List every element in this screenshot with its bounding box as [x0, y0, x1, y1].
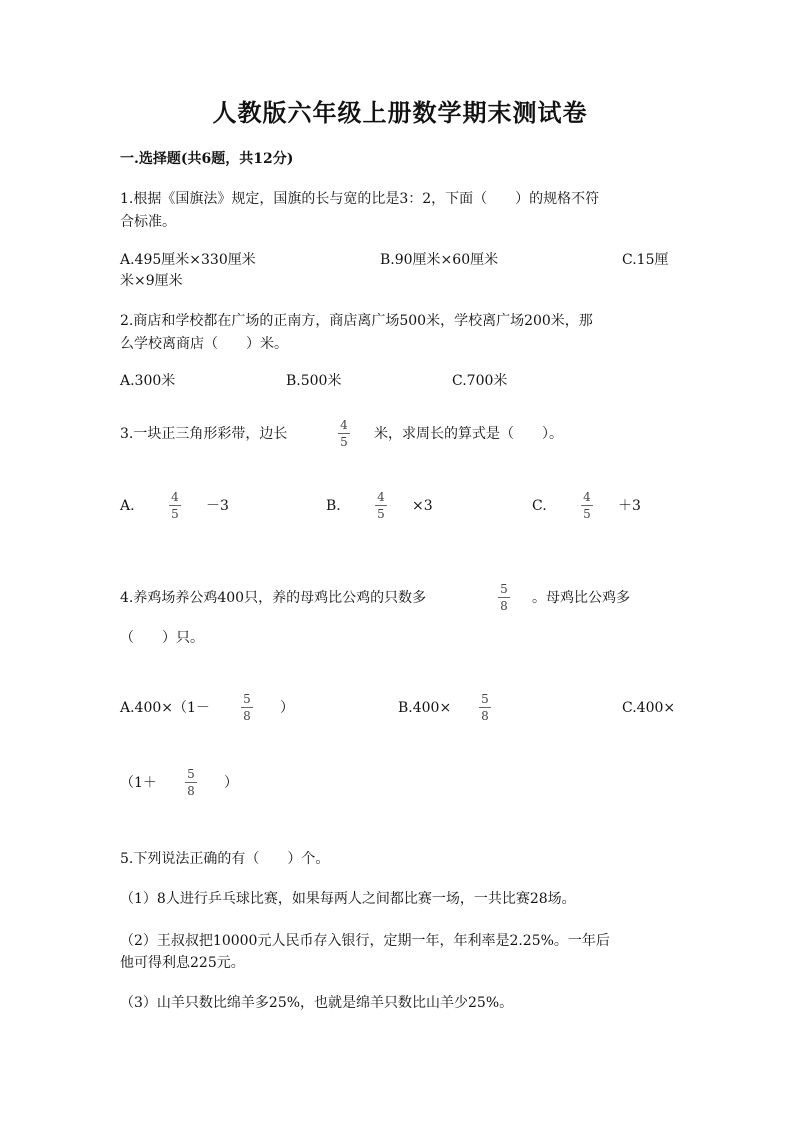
q5-statement-1: （1）8人进行乒乓球比赛，如果每两人之间都比赛一场，一共比赛28场。 [120, 891, 576, 907]
fraction-denominator: 8 [481, 709, 489, 723]
fraction-numerator: 4 [171, 490, 179, 504]
fraction-bar [581, 505, 593, 506]
q4-option-a-end: ） [280, 700, 294, 716]
fraction-bar [479, 707, 491, 708]
q3-option-a-label: A. [120, 498, 135, 514]
fraction-numerator: 5 [187, 767, 195, 781]
q4-option-c-fraction [184, 767, 198, 798]
q1-option-a: A.495厘米×330厘米 [120, 252, 256, 268]
q1-line1: 1.根据《国旗法》规定，国旗的长与宽的比是3：2，下面（ ）的规格不符 [120, 191, 600, 207]
page-title: 人教版六年级上册数学期末测试卷 [212, 98, 588, 127]
q1-option-c: C.15厘 [622, 252, 669, 268]
q4-line2: （ ）只。 [120, 630, 204, 646]
q4-option-c: C.400× [622, 700, 676, 716]
fraction-denominator: 8 [243, 709, 251, 723]
q2-option-b: B.500米 [286, 373, 342, 389]
q3-option-b-operator: ×3 [412, 498, 433, 514]
fraction-bar [185, 782, 197, 783]
q5-stem: 5.下列说法正确的有（ ）个。 [120, 851, 330, 867]
fraction-numerator: 5 [243, 692, 251, 706]
fraction-numerator: 4 [583, 490, 591, 504]
q2-line1: 2.商店和学校都在广场的正南方，商店离广场500米，学校离广场200米，那 [120, 313, 593, 329]
fraction-denominator: 8 [500, 599, 508, 613]
fraction-bar [375, 505, 387, 506]
q3-option-c-label: C. [532, 498, 547, 514]
fraction-numerator: 5 [500, 582, 508, 596]
fraction-bar [498, 597, 510, 598]
q3-fraction [337, 418, 351, 449]
q3-stem-end: 米，求周长的算式是（ ）。 [374, 426, 563, 442]
q2-option-c: C.700米 [452, 373, 508, 389]
q2-line2: 么学校离商店（ ）米。 [120, 336, 288, 352]
q4-option-b-fraction [478, 692, 492, 723]
q4-fraction [497, 582, 511, 613]
fraction-bar [169, 505, 181, 506]
fraction-denominator: 5 [583, 507, 591, 521]
q3-option-a-operator: －3 [206, 498, 229, 514]
q3-option-c-fraction [580, 490, 594, 521]
fraction-numerator: 5 [481, 692, 489, 706]
q2-option-a: A.300米 [120, 373, 176, 389]
q4-option-a-fraction [240, 692, 254, 723]
fraction-bar [338, 433, 350, 434]
fraction-denominator: 5 [377, 507, 385, 521]
q5-statement-3: （3）山羊只数比绵羊多25%，也就是绵羊只数比山羊少25%。 [120, 995, 514, 1011]
q3-option-b-label: B. [326, 498, 341, 514]
fraction-numerator: 4 [377, 490, 385, 504]
q1-option-b: B.90厘米×60厘米 [380, 252, 499, 268]
q3-option-c-operator: ＋3 [618, 498, 641, 514]
q5-statement-2: （2）王叔叔把10000元人民币存入银行，定期一年，年利率是2.25%。一年后 [120, 933, 610, 949]
q5-statement-2-cont: 他可得利息225元。 [120, 955, 245, 971]
q1-line2: 合标准。 [120, 214, 176, 230]
q1-option-c-cont: 米×9厘米 [120, 273, 183, 289]
q4-option-a: A.400×（1－ [120, 700, 210, 716]
fraction-denominator: 8 [187, 784, 195, 798]
q3-option-b-fraction [374, 490, 388, 521]
q4-option-b: B.400× [398, 700, 452, 716]
q4-stem-start: 4.养鸡场养公鸡400只，养的母鸡比公鸡的只数多 [120, 590, 427, 606]
section-heading: 一.选择题(共6题，共12分) [120, 151, 294, 167]
q3-fraction-numerator: 4 [340, 418, 348, 432]
q3-option-a-fraction [168, 490, 182, 521]
fraction-denominator: 5 [171, 507, 179, 521]
fraction-bar [241, 707, 253, 708]
q4-option-c-end: ） [224, 775, 238, 791]
q4-stem-end: 。母鸡比公鸡多 [532, 590, 630, 606]
q3-fraction-denominator: 5 [340, 435, 348, 449]
q3-stem-start: 3.一块正三角形彩带，边长 [120, 426, 288, 442]
q4-option-c-cont: （1＋ [120, 775, 157, 791]
